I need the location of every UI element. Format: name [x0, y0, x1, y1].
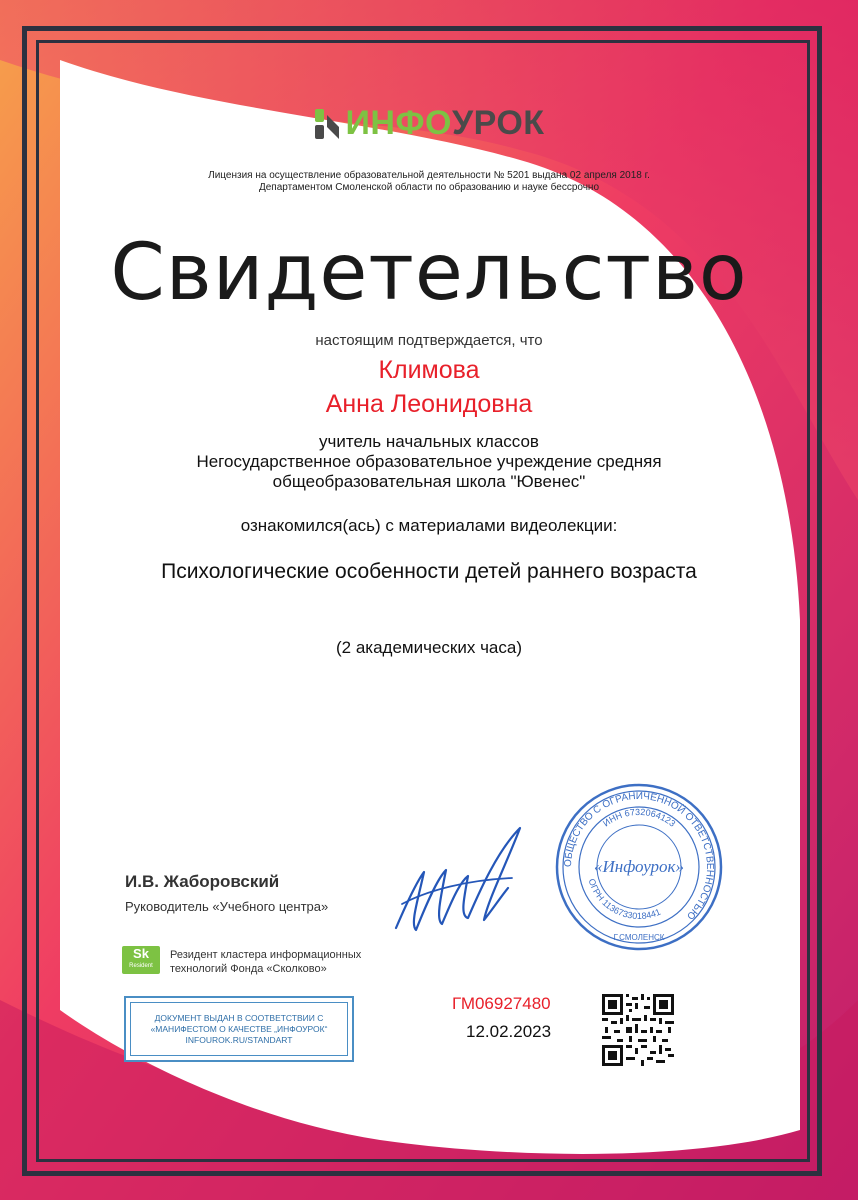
course-title: Психологические особенности детей раннего возраста [161, 560, 697, 583]
signer-role: Руководитель «Учебного центра» [125, 899, 329, 914]
stamp-ring-text: ОБЩЕСТВО С ОГРАНИЧЕННОЙ ОТВЕТСТВЕННОСТЬЮ [562, 790, 716, 922]
acknowledgement-text: ознакомился(ась) с материалами видеолекции: [240, 516, 618, 535]
manifest-line-1: ДОКУМЕНТ ВЫДАН В СООТВЕТСТВИИ С [154, 1012, 324, 1023]
logo-mark-icon [313, 107, 343, 141]
position-line-2: Негосударственное образовательное учреждение средняя [196, 452, 662, 471]
position-line-1: учитель начальных классов [319, 432, 539, 451]
position-line-3: общеобразовательная школа "Ювенес" [272, 472, 586, 491]
skolkovo-line-1: Резидент кластера информационных [170, 949, 362, 961]
license-text [0, 170, 858, 194]
signature-image [388, 820, 528, 950]
certificate-title: Свидетельство [110, 228, 748, 318]
company-stamp [554, 782, 724, 952]
qr-code-icon[interactable] [602, 994, 674, 1066]
inner-frame [36, 40, 810, 1162]
skolkovo-badge [122, 946, 160, 974]
skolkovo-badge-sub: Resident [129, 963, 153, 969]
stamp-city: Г.СМОЛЕНСК [613, 933, 665, 942]
recipient-last-name: Климова [378, 356, 480, 384]
recipient-position [0, 432, 858, 492]
stamp-inn: ИНН 6732064123 [601, 806, 678, 829]
skolkovo-badge-main: Sk [133, 946, 149, 961]
recipient-first-names: Анна Леонидовна [325, 390, 533, 418]
stamp-center-text: «Инфоурок» [594, 857, 684, 876]
manifest-line-3: INFOUROK.RU/STANDART [185, 1034, 293, 1045]
license-line-2: Департаментом Смоленской области по образованию и науке бессрочно [258, 182, 600, 193]
signer-name: И.В. Жаборовский [125, 872, 280, 891]
logo-prefix: ИНФО [345, 104, 452, 142]
manifest-line-2: «МАНИФЕСТОМ О КАЧЕСТВЕ „ИНФОУРОК“ [150, 1023, 328, 1034]
license-line-1: Лицензия на осуществление образовательной деятельности № 5201 выдана 02 апреля 2018 г. [208, 170, 650, 181]
manifest-box [124, 996, 354, 1062]
skolkovo-line-2: технологий Фонда «Сколково» [170, 963, 327, 975]
document-date: 12.02.2023 [466, 1022, 552, 1041]
logo-suffix: УРОК [451, 104, 545, 142]
document-id: ГМ06927480 [452, 994, 551, 1013]
infourok-logo [0, 104, 858, 143]
course-hours: (2 академических часа) [335, 638, 522, 657]
skolkovo-text [170, 948, 361, 976]
certificate-subtitle: настоящим подтверждается, что [315, 332, 543, 349]
stamp-ogrn: ОГРН 1136733018441 [586, 877, 663, 922]
